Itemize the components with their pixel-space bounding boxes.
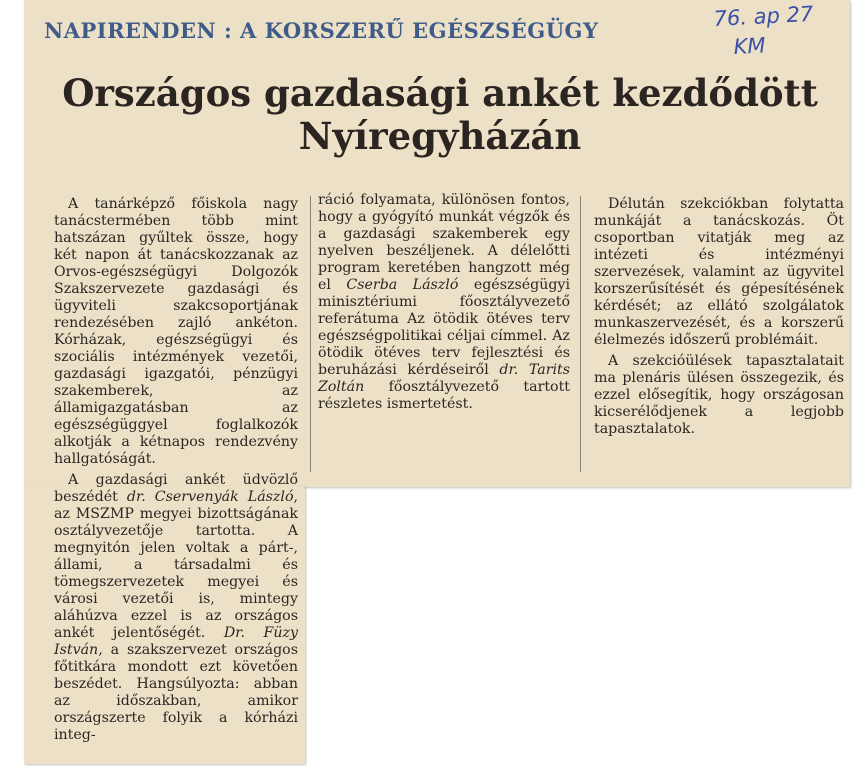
text-run: A gazdasági ankét üdvözlő beszédét xyxy=(54,472,298,505)
handwritten-date: 76. ap 27 xyxy=(713,2,814,31)
text-run: egészségügyi minisztériumi főosztályvezető referátuma Az ötödik ötéves terv egészségpolitikai céljai címmel. Az ötödik ötéves terv fejlesztési és beruházási kérdéseiről xyxy=(318,277,570,378)
text-run: főosztályvezető tartott részletes ismertetést. xyxy=(318,379,570,412)
column-3-paragraph-1: Délután szekciókban folytatta munkáját a tanácskozás. Öt csoportban vitatják meg az intézeti és intézményi szervezések, valamint az ügyvitel korszerűsítését és gépesítésének kérdését; az ellátó szolgálatok munkaszervezését, és a korszerű élelmezés időszerű problémáit. xyxy=(594,196,844,348)
headline-line-2: Nyíregyházán xyxy=(298,114,582,158)
headline xyxy=(30,72,850,158)
column-1-paragraph-1: A tanárképző főiskola nagy tanácstermében több mint hatszázan gyűltek össze, hogy két napon át tanácskozzanak az Orvos-egészségügyi Dolgozók Szakszervezete gazdasági és ügyviteli szakcsoportjának rendezésében zajló ankéton. Kórházak, egészségügyi és szociális intézmények vezetői, gazdasági igazgatói, pénzügyi szakemberek, az államigazgatásban az egészségüggyel foglalkozók alkotják a kétnapos rendezvény hallgatóságát. xyxy=(54,196,298,467)
article-column-2 xyxy=(318,192,570,413)
column-1-paragraph-2 xyxy=(54,472,298,744)
handwritten-date-note xyxy=(712,2,842,62)
text-run: , az MSZMP megyei bizottságának osztályvezetője tartotta. A megnyitón jelen voltak a párt-, állami, a társadalmi és tömegszervezetek megyei és városi vezetői is, mintegy aláhúzva ezzel is az országos ankét jelentőségét. xyxy=(54,489,299,641)
column-divider-1 xyxy=(310,196,311,472)
article-column-3 xyxy=(594,196,844,438)
person-name: Cserba László xyxy=(346,277,459,293)
article-column-1 xyxy=(54,196,298,744)
text-run: , a szakszervezet országos főtitkára mondott ezt követően beszédet. Hangsúlyozta: abban az időszakban, amikor országszerte folyik a kórházi integ- xyxy=(54,642,298,743)
column-divider-2 xyxy=(580,196,581,472)
headline-line-1: Országos gazdasági ankét kezdődött xyxy=(62,71,818,115)
person-name: dr. Cservenyák László xyxy=(126,489,294,505)
column-3-paragraph-2: A szekcióülések tapasztalatait ma plenáris ülésen összegezik, és ezzel elősegítik, hogy országosan kicserélődjenek a legjobb tapasztalatok. xyxy=(594,353,844,437)
person-name: Dr. Füzy István xyxy=(54,625,298,658)
handwritten-initials: KM xyxy=(733,33,767,59)
text-run: ráció folyamata, különösen fontos, hogy a gyógyító munkát végzők és a gazdasági szakemberek egy nyelven beszéljenek. A délelőtti program keretében hangzott még el xyxy=(318,192,570,293)
section-kicker: NAPIRENDEN : A KORSZERŰ EGÉSZSÉGÜGY xyxy=(44,18,599,43)
person-name: dr. Tarits Zoltán xyxy=(318,362,571,395)
column-2-paragraph-1 xyxy=(318,192,570,413)
